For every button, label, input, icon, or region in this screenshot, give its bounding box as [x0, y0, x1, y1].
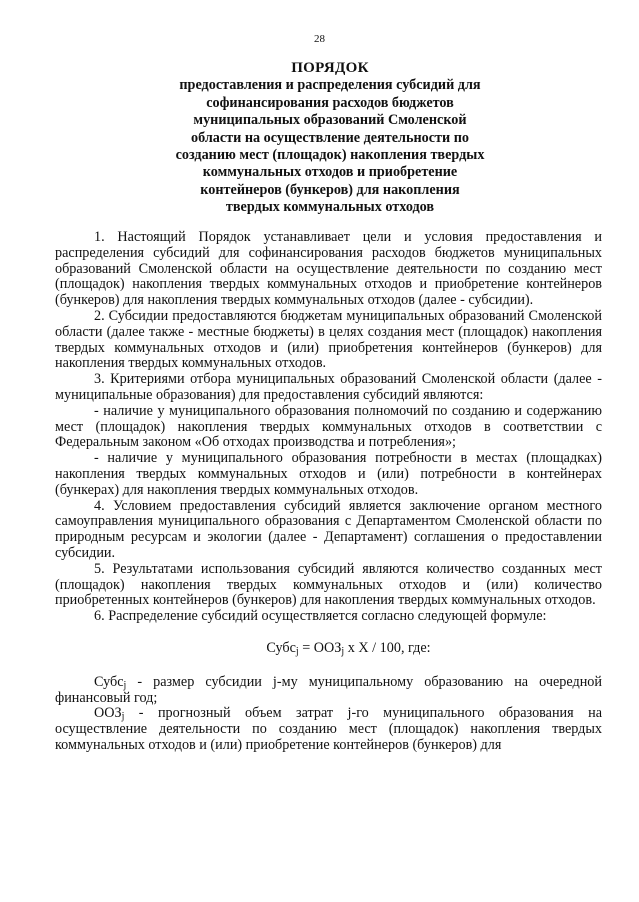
title-heading: ПОРЯДОК — [291, 60, 369, 76]
definition-term: Субс — [94, 673, 124, 690]
definition-text: - прогнозный объем затрат j-го муниципального образования на осуществление деятельности по созданию мест (площадок) накопления твердых коммунальных отходов и (или) приобретение контейнеров (бункеров) для — [55, 705, 602, 753]
paragraph-3: 3. Критериями отбора муниципальных образований Смоленской области (далее - муниципальные образования) для предоставления субсидий являются: — [55, 371, 602, 403]
paragraph-5: 5. Результатами использования субсидий являются количество созданных мест (площадок) накопления твердых коммунальных отходов и (или) количество приобретенных контейнеров (бункеров) для накопления твердых коммунальных отходов. — [55, 560, 602, 609]
title-line: области на осуществление деятельности по — [190, 129, 470, 146]
subsidy-formula — [55, 641, 602, 657]
page-number: 28 — [314, 33, 325, 45]
formula-middle: = ООЗ — [298, 639, 342, 656]
formula-middle-subscript: j — [341, 645, 345, 657]
title-line: софинансирования расходов бюджетов — [206, 94, 454, 111]
definition-subsidy — [55, 675, 602, 707]
definition-term-subscript: j — [123, 679, 127, 691]
definition-term-subscript: j — [121, 711, 125, 723]
document-title — [110, 60, 550, 217]
definition-costs — [55, 706, 602, 753]
document-body — [55, 230, 602, 754]
paragraph-6: 6. Распределение субсидий осуществляется согласно следующей формуле: — [94, 608, 547, 625]
formula-left-subscript: j — [295, 645, 299, 657]
definition-term: ООЗ — [94, 705, 122, 722]
title-line: твердых коммунальных отходов — [225, 199, 435, 216]
definition-text: - размер субсидии j-му муниципальному образованию на очередной финансовый год; — [55, 673, 602, 706]
paragraph-1: 1. Настоящий Порядок устанавливает цели и условия предоставления и распределения субсидий для софинансирования расходов бюджетов муниципальных образований Смоленской области на осуществление деятельности по созданию мест (площадок) накопления твердых коммунальных отходов и приобретение контейнеров (бункеров) для накопления твердых коммунальных отходов (далее - субсидии). — [55, 229, 602, 309]
title-line: созданию мест (площадок) накопления твердых — [175, 147, 485, 164]
title-line: коммунальных отходов и приобретение — [202, 164, 458, 181]
paragraph-2: 2. Субсидии предоставляются бюджетам муниципальных образований Смоленской области (далее также - местные бюджеты) в целях создания мест (площадок) накопления твердых коммунальных отходов и (или) приобретения контейнеров (бункеров) для накопления твердых коммунальных отходов. — [55, 307, 602, 372]
criterion-item-2: - наличие у муниципального образования потребности в местах (площадках) накопления твердых коммунальных отходов и (или) потребности в контейнерах (бункерах) для накопления твердых коммунальных отходов. — [55, 450, 602, 498]
title-line: контейнеров (бункеров) для накопления — [200, 181, 460, 198]
title-line: муниципальных образований Смоленской — [193, 112, 467, 129]
title-line: предоставления и распределения субсидий для — [179, 77, 481, 94]
criterion-item-1: - наличие у муниципального образования полномочий по созданию и содержанию мест (площадок) накопления твердых коммунальных отходов в соответствии с Федеральным законом «Об отходах производства и потребления»; — [55, 402, 602, 451]
formula-left: Субс — [266, 639, 296, 656]
formula-right: х Х / 100, где: — [344, 639, 431, 656]
paragraph-4: 4. Условием предоставления субсидий является заключение органом местного самоуправления муниципального образования с Департаментом Смоленской области по природным ресурсам и экологии (далее - Департамент) соглашения о предоставлении субсидии. — [55, 497, 602, 561]
